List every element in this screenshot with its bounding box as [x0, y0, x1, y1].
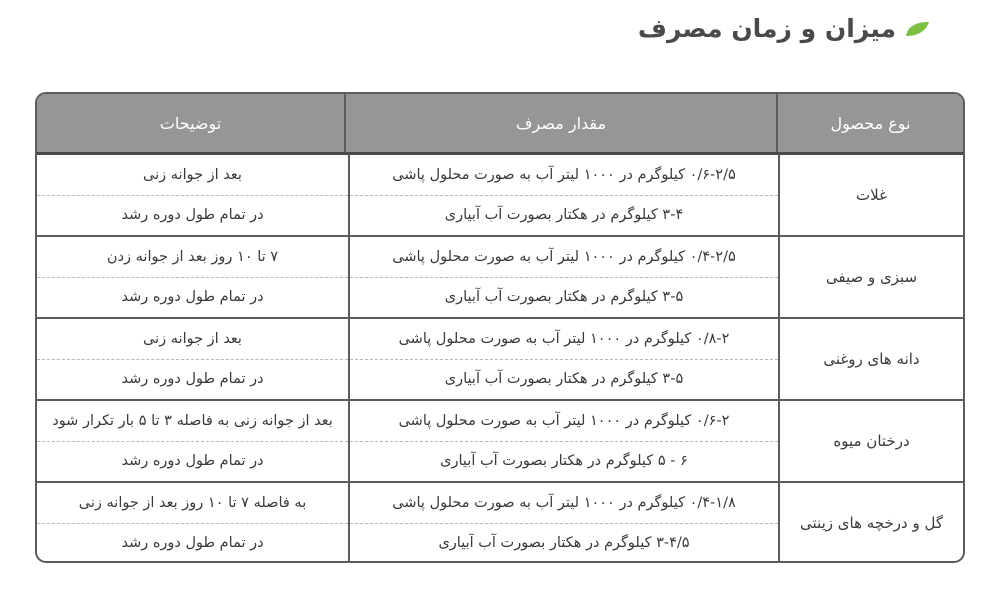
note-spray: بعد از جوانه زنی [37, 319, 348, 360]
amount-irrigation: ۳-۵ کیلوگرم در هکتار بصورت آب آبیاری [444, 371, 684, 388]
note-spray: به فاصله ۷ تا ۱۰ روز بعد از جوانه زنی [37, 483, 348, 524]
amount-irrigation: ۳-۵ کیلوگرم در هکتار بصورت آب آبیاری [444, 289, 684, 306]
amount-irrigation: ۳-۴ کیلوگرم در هکتار بصورت آب آبیاری [444, 207, 684, 224]
notes-cell [37, 319, 348, 399]
header-notes: توضیحات [159, 113, 222, 133]
note-spray: بعد از جوانه زنی [37, 155, 348, 196]
notes-cell [37, 401, 348, 481]
amount-spray: ۰/۴-۱/۸ کیلوگرم در ۱۰۰۰ لیتر آب به صورت محلول پاشی [350, 483, 778, 524]
leaf-icon [904, 21, 930, 37]
header-crop-type: نوع محصول [776, 94, 963, 152]
amount-cell [348, 237, 778, 317]
note-irrigation: در تمام طول دوره رشد [121, 371, 264, 388]
crop-cell: درختان میوه [778, 401, 963, 481]
table-row [37, 237, 963, 319]
amount-cell [348, 483, 778, 563]
note-irrigation: در تمام طول دوره رشد [121, 453, 264, 470]
amount-cell [348, 155, 778, 235]
note-spray: ۷ تا ۱۰ روز بعد از جوانه زدن [37, 237, 348, 278]
table-row [37, 401, 963, 483]
note-spray: بعد از جوانه زنی به فاصله ۳ تا ۵ بار تکرار شود [37, 401, 348, 442]
table-row [37, 155, 963, 237]
header-amount: مقدار مصرف [344, 94, 776, 152]
amount-spray: ۰/۴-۲/۵ کیلوگرم در ۱۰۰۰ لیتر آب به صورت محلول پاشی [350, 237, 778, 278]
amount-cell [348, 401, 778, 481]
section-title [638, 14, 930, 43]
page-title: میزان و زمان مصرف [637, 14, 896, 43]
crop-cell: دانه های روغنی [778, 319, 963, 399]
note-irrigation: در تمام طول دوره رشد [121, 535, 264, 552]
amount-irrigation: ۳-۴/۵ کیلوگرم در هکتار بصورت آب آبیاری [438, 535, 690, 552]
amount-spray: ۰/۸-۲ کیلوگرم در ۱۰۰۰ لیتر آب به صورت محلول پاشی [350, 319, 778, 360]
table-row [37, 483, 963, 563]
crop-cell: سبزی و صیفی [778, 237, 963, 317]
note-irrigation: در تمام طول دوره رشد [121, 289, 264, 306]
notes-cell [37, 237, 348, 317]
table-row [37, 319, 963, 401]
amount-spray: ۰/۶-۲ کیلوگرم در ۱۰۰۰ لیتر آب به صورت محلول پاشی [350, 401, 778, 442]
amount-irrigation: ۶ - ۵ کیلوگرم در هکتار بصورت آب آبیاری [440, 453, 688, 470]
note-irrigation: در تمام طول دوره رشد [121, 207, 264, 224]
crop-cell: غلات [778, 155, 963, 235]
crop-cell: گل و درخچه های زینتی [778, 483, 963, 563]
notes-cell [37, 155, 348, 235]
amount-cell [348, 319, 778, 399]
table-header [37, 94, 963, 155]
usage-table [35, 92, 965, 563]
amount-spray: ۰/۶-۲/۵ کیلوگرم در ۱۰۰۰ لیتر آب به صورت محلول پاشی [350, 155, 778, 196]
notes-cell [37, 483, 348, 563]
